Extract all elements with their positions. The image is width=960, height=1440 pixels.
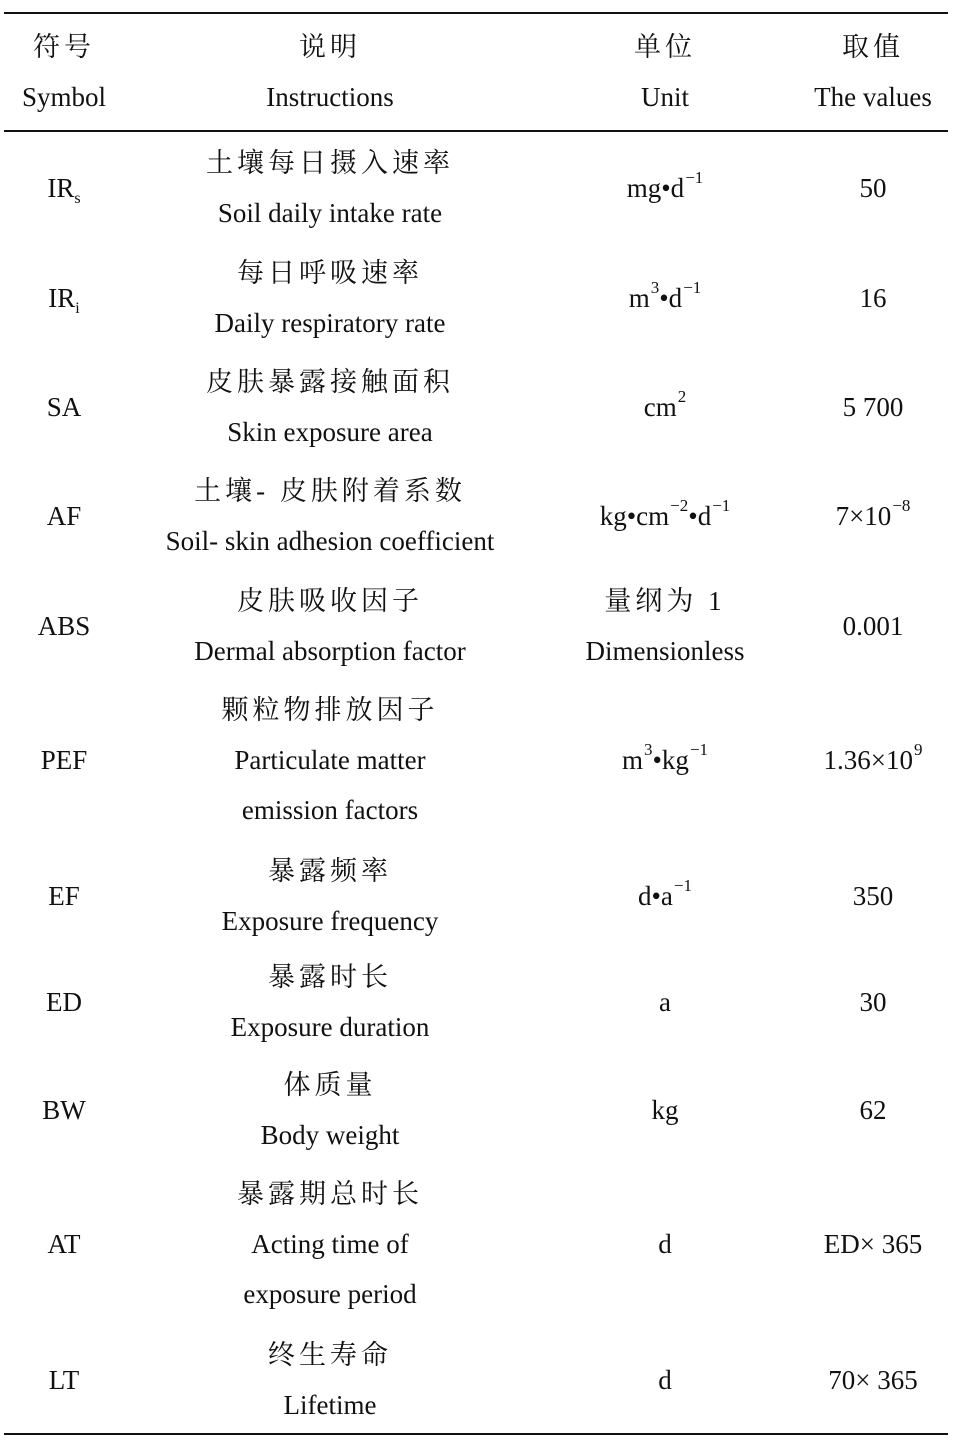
symbol-text: AT [47,1229,81,1259]
table-row [0,1058,960,1162]
cell-unit-stack [536,684,794,836]
value-text: 30 [859,987,887,1017]
cell-unit [536,574,794,678]
cell-instructions-stack [124,355,536,459]
cell-symbol [4,1058,124,1162]
header-unit-zh: 单位 [634,32,696,62]
table-bottom-rule [4,1433,948,1435]
instruction-en: Dermal absorption factor [194,636,466,666]
instruction-zh: 土壤每日摄入速率 [206,148,454,178]
cell-symbol [4,574,124,678]
cell-unit [536,464,794,568]
unit-exponent: −1 [712,496,731,515]
cell-unit-stack [536,846,794,946]
cell-value-stack [794,684,952,836]
header-unit [536,22,794,122]
instruction-zh: 颗粒物排放因子 [221,695,439,725]
cell-value [794,246,952,350]
cell-unit-stack [536,1168,794,1320]
header-unit-en: Unit [640,82,689,112]
cell-instructions-stack [124,1058,536,1162]
instruction-zh: 暴露时长 [268,962,392,992]
unit-text: kg [651,1095,679,1125]
cell-instructions-stack [124,846,536,946]
unit-text: d [658,1365,672,1395]
cell-value [794,1330,952,1430]
unit-exponent: −1 [673,876,693,895]
instruction-en: Skin exposure area [227,417,433,447]
value-text: $7\times 10^{-8}$ [835,496,911,531]
cell-instructions-stack [124,464,536,568]
instruction-zh: 土壤- 皮肤附着系数 [194,476,466,506]
value-text: ED× 365 [823,1229,923,1259]
instruction-en: Daily respiratory rate [214,308,446,338]
value-text: 350 [852,881,894,911]
cell-instructions-stack [124,1330,536,1430]
table-row [0,136,960,240]
unit-exponent: 3 [643,740,653,759]
cell-symbol-stack [4,464,124,568]
table-row [0,355,960,459]
cell-value [794,355,952,459]
cell-instructions [124,1058,536,1162]
table-header-rule [4,130,948,132]
symbol-text: ABS [37,611,91,641]
cell-instructions [124,355,536,459]
value-text: $1.36\times 10^9$ [823,740,923,775]
cell-value [794,846,952,946]
cell-instructions-stack [124,246,536,350]
header-values [794,22,952,122]
cell-unit-stack [536,355,794,459]
cell-instructions-stack [124,136,536,240]
cell-instructions-stack [124,1168,536,1320]
cell-unit [536,952,794,1052]
cell-symbol-stack [4,1330,124,1430]
cell-value [794,1168,952,1320]
instruction-en: Exposure duration [230,1012,430,1042]
cell-unit [536,1168,794,1320]
table-top-rule [4,12,948,14]
unit-exponent: 2 [677,387,687,406]
cell-unit [536,246,794,350]
symbol-text: SA [46,392,82,422]
cell-instructions [124,464,536,568]
cell-symbol-stack [4,246,124,350]
cell-instructions [124,952,536,1052]
cell-symbol [4,684,124,836]
cell-symbol [4,1330,124,1430]
cell-symbol-stack [4,355,124,459]
unit-text: $m^3•d^{-1}$ [628,278,702,313]
value-text: 70× 365 [828,1365,918,1395]
value-text: 50 [859,173,887,203]
cell-unit-stack [536,246,794,350]
value-exponent: −8 [892,496,911,515]
cell-symbol-stack [4,136,124,240]
unit-text: $cm^2$ [643,387,687,422]
table-row [0,574,960,678]
cell-symbol [4,464,124,568]
value-text: 16 [859,283,887,313]
unit-exponent: −1 [683,278,702,297]
unit-exponent: −1 [689,740,709,759]
instruction-zh: 终生寿命 [268,1340,392,1370]
unit-text: $kg•cm^{-2}•d^{-1}$ [599,496,731,531]
symbol-text: $IR_s$ [47,173,81,207]
cell-symbol-stack [4,846,124,946]
instruction-en: Soil- skin adhesion coefficient [165,526,495,556]
unit-exponent: −2 [670,496,689,515]
cell-value-stack [794,355,952,459]
cell-instructions-stack [124,952,536,1052]
cell-symbol [4,952,124,1052]
cell-value-stack [794,846,952,946]
symbol-text: LT [48,1365,80,1395]
unit-text: d [658,1229,672,1259]
instruction-en: Body weight [260,1120,400,1150]
cell-symbol-stack [4,1058,124,1162]
unit-text: $m^3•kg^{-1}$ [621,740,709,775]
header-values-zh: 取值 [842,32,904,62]
symbol-text: AF [46,501,82,531]
cell-unit [536,684,794,836]
value-text: 5 700 [842,392,904,422]
cell-symbol-stack [4,952,124,1052]
cell-value [794,136,952,240]
cell-value-stack [794,574,952,678]
cell-symbol [4,846,124,946]
instruction-zh: 体质量 [283,1070,377,1100]
cell-symbol [4,246,124,350]
value-text: 0.001 [842,611,904,641]
cell-unit-stack [536,136,794,240]
cell-value [794,952,952,1052]
instruction-zh: 皮肤暴露接触面积 [206,367,454,397]
instruction-en: exposure period [243,1279,417,1309]
cell-instructions [124,136,536,240]
symbol-text: EF [48,881,80,911]
cell-value [794,464,952,568]
header-instructions-zh: 说明 [299,32,361,62]
symbol-text: PEF [40,745,88,775]
table-row [0,464,960,568]
unit-exponent: 3 [650,278,660,297]
symbol-subscript: s [74,190,81,207]
cell-value [794,684,952,836]
cell-unit-stack [536,464,794,568]
header-symbol-en: Symbol [21,82,107,112]
symbol-text: ED [46,987,82,1017]
cell-unit [536,136,794,240]
instruction-en: Acting time of [251,1229,409,1259]
cell-symbol-stack [4,1168,124,1320]
unit-en: Dimensionless [585,636,745,666]
cell-symbol-stack [4,574,124,678]
cell-value-stack [794,136,952,240]
unit-text: $mg•d^{-1}$ [626,168,704,203]
unit-text: a [659,987,671,1017]
cell-instructions-stack [124,684,536,836]
header-instructions [124,22,536,122]
cell-instructions [124,246,536,350]
value-exponent: 9 [913,740,923,759]
table-row [0,846,960,946]
instruction-en: Particulate matter [234,745,426,775]
cell-instructions [124,1330,536,1430]
symbol-text: BW [42,1095,86,1125]
instruction-en: Soil daily intake rate [217,198,443,228]
cell-value-stack [794,1058,952,1162]
instruction-en: emission factors [241,795,419,825]
cell-symbol [4,136,124,240]
instruction-zh: 皮肤吸收因子 [237,586,423,616]
cell-unit-stack [536,574,794,678]
unit-exponent: −1 [685,168,704,187]
cell-value-stack [794,464,952,568]
cell-symbol [4,355,124,459]
cell-instructions-stack [124,574,536,678]
cell-symbol [4,1168,124,1320]
cell-value-stack [794,1168,952,1320]
cell-value-stack [794,952,952,1052]
instruction-en: Lifetime [283,1390,377,1420]
cell-instructions [124,574,536,678]
value-text: 62 [859,1095,887,1125]
cell-value-stack [794,246,952,350]
header-instructions-en: Instructions [266,82,394,112]
header-values-en: The values [814,82,932,112]
header-symbol-zh: 符号 [33,32,95,62]
unit-text: $d•a^{-1}$ [637,876,693,911]
cell-unit-stack [536,1330,794,1430]
cell-unit [536,846,794,946]
instruction-en: Exposure frequency [221,906,439,936]
unit-zh: 量纲为 1 [604,586,726,616]
cell-unit [536,355,794,459]
cell-unit-stack [536,1058,794,1162]
symbol-text: $IR_i$ [48,283,80,317]
symbol-subscript: i [75,300,80,317]
header-symbol [4,22,124,122]
table-row [0,1330,960,1430]
cell-value [794,574,952,678]
cell-value [794,1058,952,1162]
table-row [0,684,960,836]
instruction-zh: 暴露频率 [268,856,392,886]
cell-unit [536,1330,794,1430]
cell-instructions [124,1168,536,1320]
cell-unit [536,1058,794,1162]
cell-unit-stack [536,952,794,1052]
cell-value-stack [794,1330,952,1430]
cell-symbol-stack [4,684,124,836]
table-row [0,952,960,1052]
cell-instructions [124,684,536,836]
cell-instructions [124,846,536,946]
table-row [0,246,960,350]
table-row [0,1168,960,1320]
instruction-zh: 每日呼吸速率 [237,258,423,288]
instruction-zh: 暴露期总时长 [237,1179,423,1209]
table-header [0,22,960,122]
